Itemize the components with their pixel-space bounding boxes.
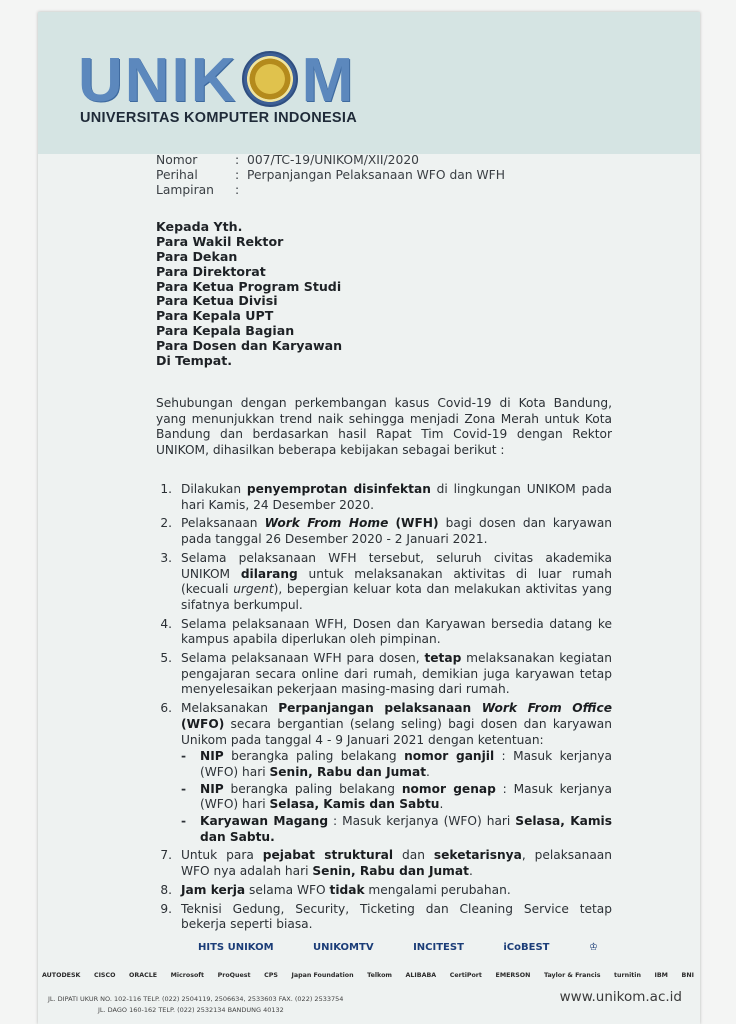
partner-logos-bottom [42,967,694,983]
list-item: 2. Pelaksanaan Work From Home (WFH) bagi dosen dan karyawan pada tanggal 26 Desember 2020 - 2 Januari 2021. [160,516,613,547]
crest-icon: ♔ [588,941,598,953]
intro-paragraph: Sehubungan dengan perkembangan kasus Covid-19 di Kota Bandung, yang menunjukkan trend naik sehingga menjadi Zona Merah untuk Kota Bandung dan berdasarkan hasil Rapat Tim Covid-19 dengan Rektor UNIKOM, dihasilkan beberapa kebijakan sebagai berikut : [156,396,612,458]
website-link[interactable]: www.unikom.ac.id [559,989,682,1005]
partner-logo: Taylor & Francis [543,971,601,979]
recipient-line: Para Kepala Bagian [156,323,295,339]
list-item: 5. Selama pelaksanaan WFH para dosen, tetap melaksanakan kegiatan pengajaran secara online dari rumah, demikian juga karyawan tetap menyelesaikan pekerjaan masing-masing dari rumah. [160,651,612,697]
recipient-line: Di Tempat. [156,353,233,369]
partner-logo: AUTODESK [42,971,81,979]
recipient-line: Para Ketua Divisi [156,293,278,309]
list-item: 1. Dilakukan penyemprotan disinfektan di lingkungan UNIKOM pada hari Kamis, 24 Desember 2020. [160,482,612,512]
recipient-line: Para Wakil Rektor [156,233,284,249]
recipient-line: Para Dosen dan Karyawan [156,338,343,354]
unikom-tv-logo: UNIKOMTV [313,941,374,953]
list-item: 4. Selama pelaksanaan WFH, Dosen dan Karyawan bersedia datang ke kampus apabila diperlukan oleh pimpinan. [160,616,612,647]
partner-logo: ALIBABA [405,971,437,979]
icobest-logo: iCoBEST [503,941,550,953]
list-item: 6. Melaksanakan Perpanjangan pelaksanaan Work From Office (WFO) secara bergantian (selang seling) bagi dosen dan karyawan Unikom pada tanggal 4 - 9 Januari 2021 dengan ketentuan: - NIP berangka paling belakang nomor ganjil : Masuk kerjanya (WFO) hari Senin, Rabu dan Jumat. - NIP berangka paling belakang nomor genap : Masuk kerjanya (WFO) hari Selasa, Kamis dan Sabtu. - Karyawan Magang : Masuk kerjanya (WFO) hari Selasa, Kamis dan Sabtu. [160,701,612,844]
partner-logo: IBM [654,971,668,979]
recipient-line: Para Ketua Program Studi [156,278,342,294]
letter-meta [156,153,505,198]
recipient-line: Para Direktorat [156,263,266,279]
partner-logo: turnitin [614,971,641,979]
meta-attachment: Lampiran : [156,183,240,197]
partner-logo: ORACLE [129,971,158,979]
footer-address: JL. DIPATI UKUR NO. 102-116 TELP. (022) 2504119, 2506634, 2533603 FAX. (022) 2533754 JL. DAGO 160-162 TELP. (022) 2532134 BANDUNG 40132 [48,995,344,1014]
recipient-line: Para Kepala UPT [156,308,274,324]
partner-logo: ProQuest [217,971,251,979]
unikom-logo: UNIK M [78,46,356,115]
hits-unikom-logo: HITS UNIKOM [198,941,274,953]
recipient-block [156,220,342,369]
institution-name: UNIVERSITAS KOMPUTER INDONESIA [80,110,358,126]
recipient-line: Kepada Yth. [156,219,243,234]
partner-logo: CISCO [93,971,116,979]
partner-logo: CPS [264,971,278,979]
meta-subject: Perihal : Perpanjangan Pelaksanaan WFO dan WFH [156,168,505,182]
sub-item: - Karyawan Magang : Masuk kerjanya (WFO) hari Selasa, Kamis dan Sabtu. [181,814,612,844]
policy-list [156,482,612,936]
university-seal-icon [242,51,298,107]
partner-logo: Microsoft [170,971,205,979]
partner-logo: Telkom [367,971,392,979]
partner-logo: EMERSON [495,971,531,979]
partner-logo: Japan Foundation [291,971,354,979]
list-item: 8. Jam kerja selama WFO tidak mengalami perubahan. [160,882,511,897]
meta-number: Nomor : 007/TC-19/UNIKOM/XII/2020 [156,153,419,167]
partner-logo: BNI [681,971,694,979]
recipient-line: Para Dekan [156,248,238,264]
list-item: 9. Teknisi Gedung, Security, Ticketing dan Cleaning Service tetap bekerja seperti biasa. [160,901,612,932]
letter-page [38,12,700,1024]
list-item: 7. Untuk para pejabat struktural dan seketarisnya, pelaksanaan WFO nya adalah hari Senin, Rabu dan Jumat. [160,848,612,879]
list-item: 3. Selama pelaksanaan WFH tersebut, seluruh civitas akademika UNIKOM dilarang untuk melaksanakan aktivitas di luar rumah (kecuali urgent), bepergian keluar kota dan melakukan aktivitas yang sifatnya berkumpul. [160,550,612,612]
sub-item: - NIP berangka paling belakang nomor ganjil : Masuk kerjanya (WFO) hari Senin, Rabu dan Jumat. [181,749,612,779]
incitest-logo: INCITEST [413,941,464,953]
partner-logo: CertiPort [449,971,482,979]
sub-item: - NIP berangka paling belakang nomor genap : Masuk kerjanya (WFO) hari Selasa, Kamis dan Sabtu. [181,781,612,812]
partner-logos-top [198,936,598,958]
